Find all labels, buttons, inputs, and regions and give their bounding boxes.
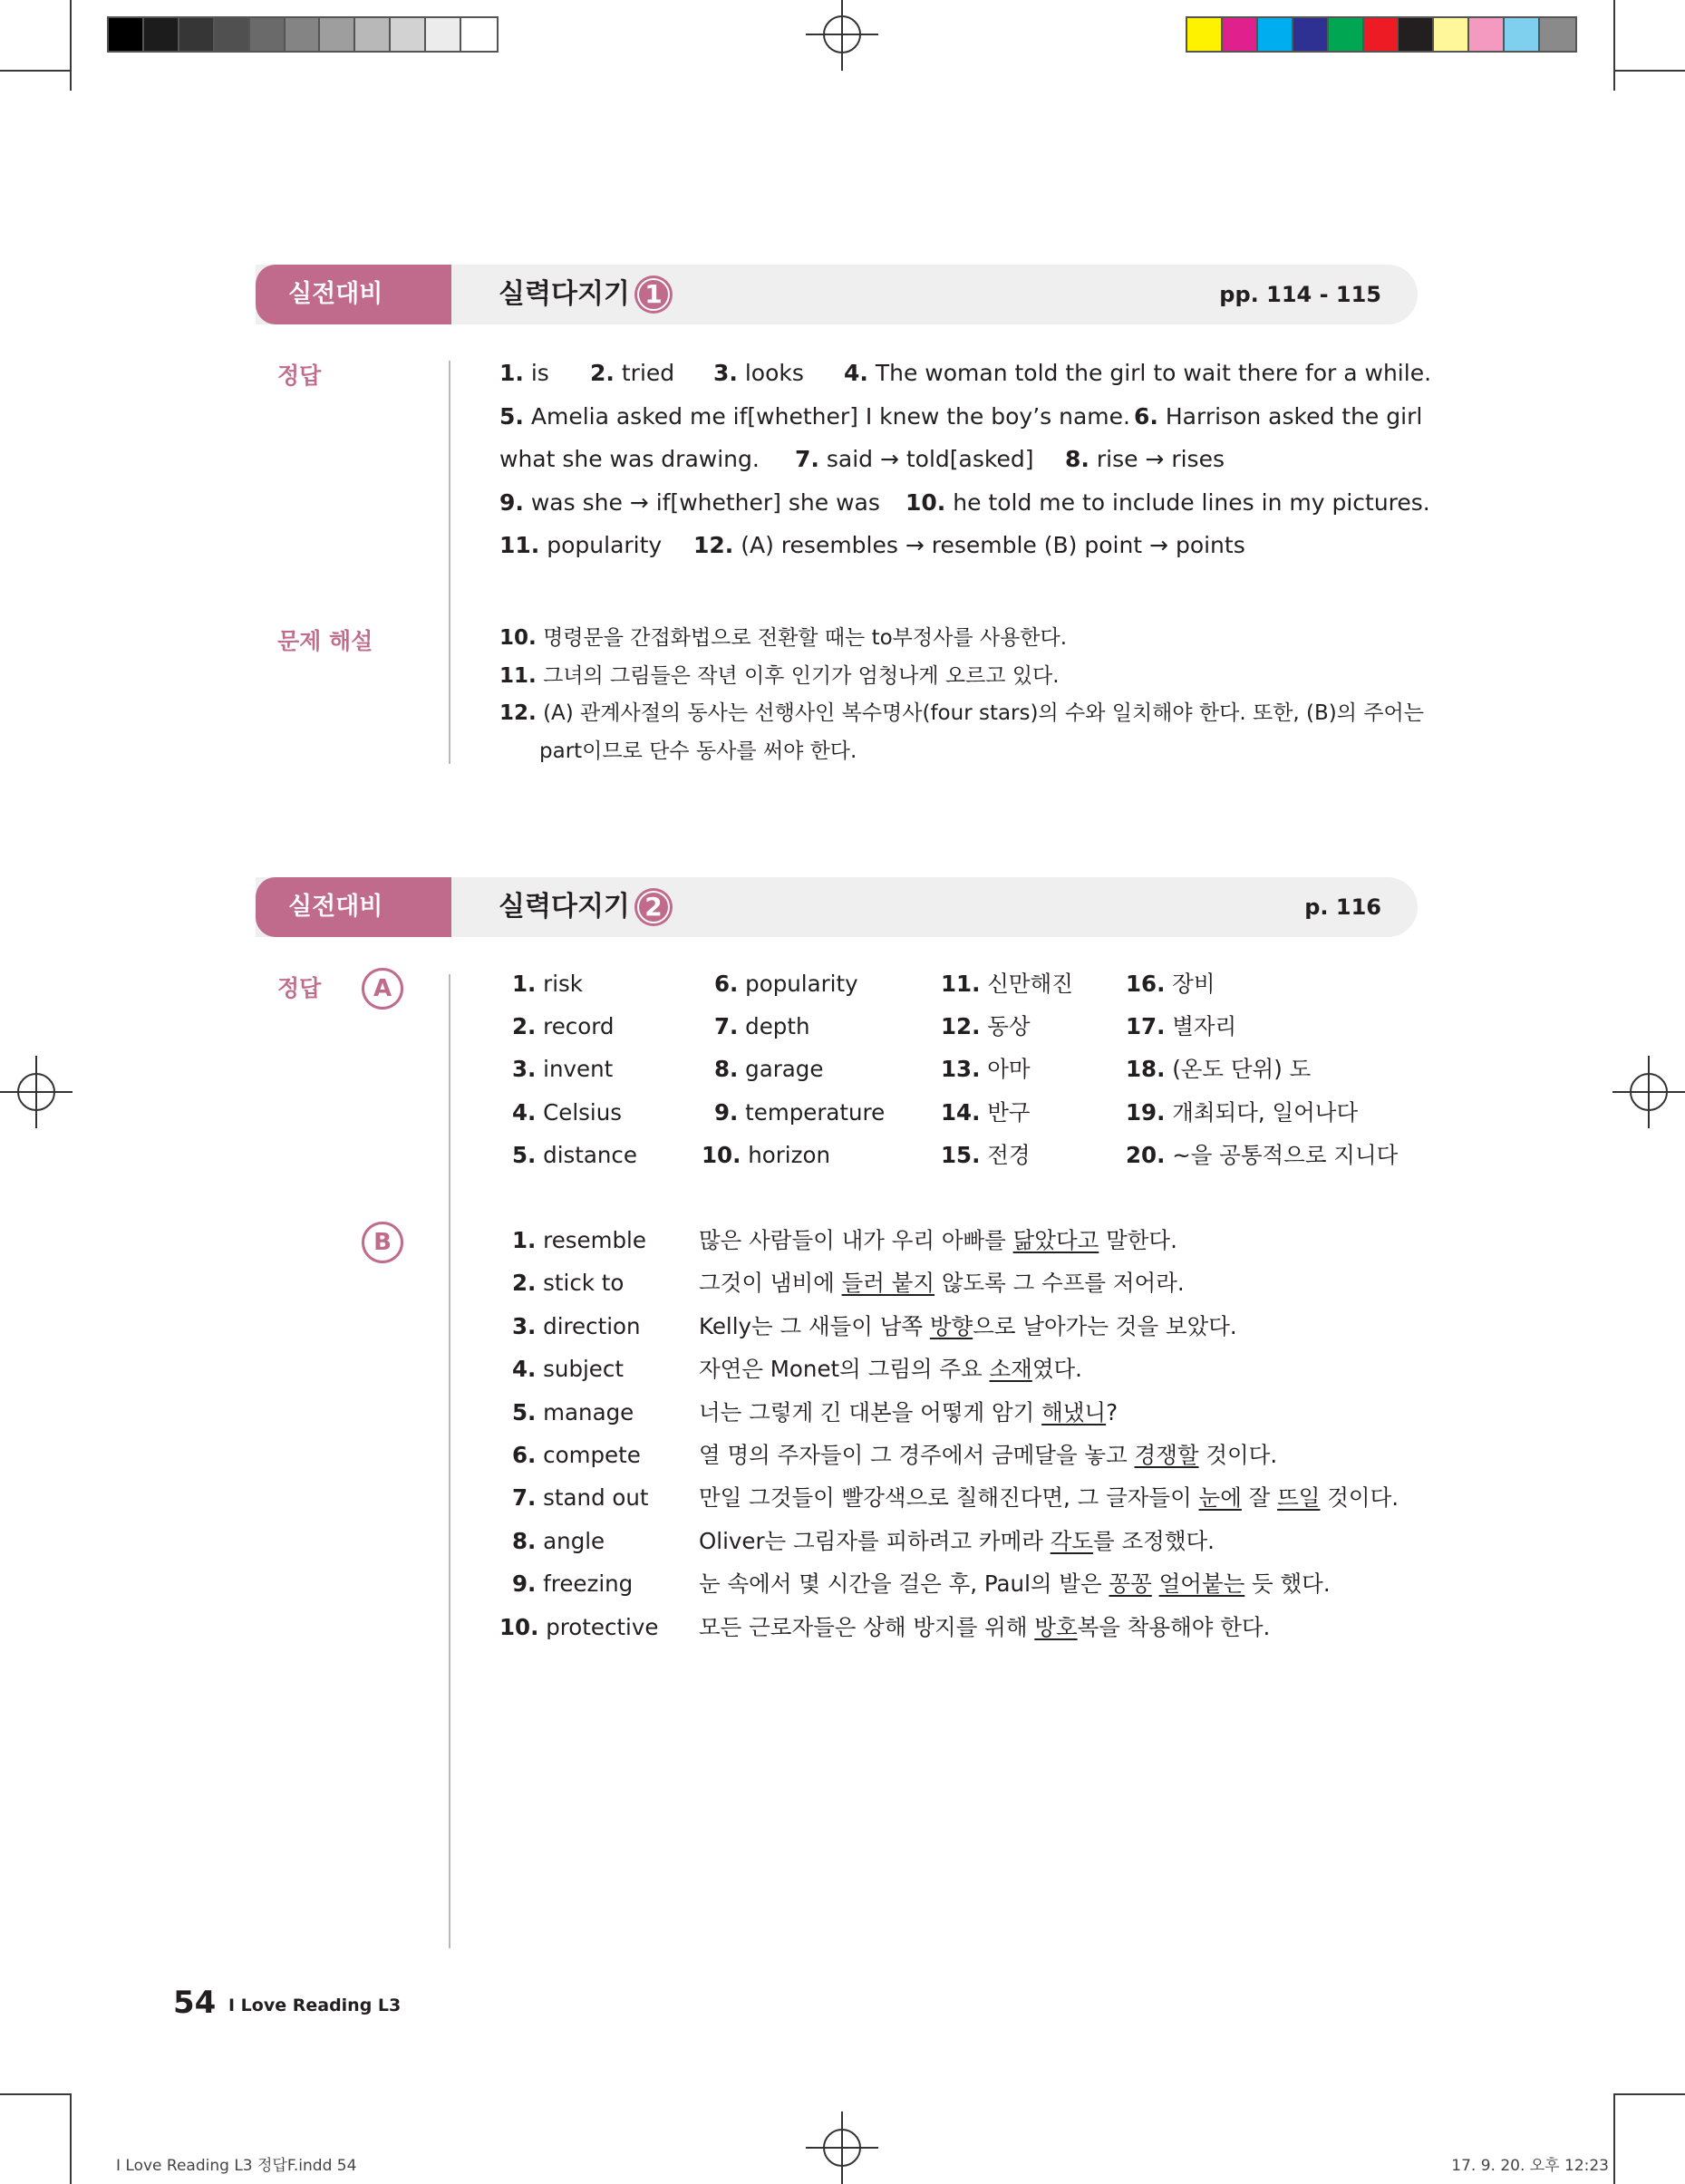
list-item: 6. compete	[512, 1442, 641, 1469]
part-b-sentences	[699, 1219, 1399, 1648]
list-item: 11. 신만해진	[941, 971, 1073, 997]
list-item: 10. protective	[499, 1613, 659, 1640]
calibration-swatch	[1505, 18, 1540, 51]
list-item: 14. 반구	[941, 1098, 1031, 1126]
list-item: 19. 개최되다, 일어나다	[1126, 1098, 1359, 1126]
part-a-column	[512, 962, 637, 1176]
explanation-line: 10. 명령문을 간접화법으로 전환할 때는 to부정사를 사용한다.	[499, 626, 1068, 650]
section-2-header	[256, 877, 1418, 937]
calibration-swatch	[1258, 18, 1293, 51]
list-item: 7. depth	[714, 1013, 810, 1040]
explanation-line: 12. (A) 관계사절의 동사는 선행사인 복수명사(four stars)의 수와 일치해야 한다. 또한, (B)의 주어는	[499, 701, 1424, 725]
registration-mark-left	[0, 1056, 73, 1128]
part-b-words	[499, 1219, 658, 1648]
divider-line	[449, 974, 450, 1948]
list-item: 9. temperature	[714, 1098, 886, 1126]
list-item: 8. garage	[714, 1056, 824, 1083]
page-reference: p. 116	[1304, 894, 1381, 920]
list-item: 17. 별자리	[1126, 1013, 1237, 1040]
calibration-swatch	[1293, 18, 1329, 51]
calibration-swatch	[144, 18, 179, 51]
color-calibration-bar	[1186, 16, 1577, 53]
crop-mark	[1613, 0, 1615, 91]
calibration-swatch	[215, 18, 250, 51]
part-a-badge: A	[362, 968, 403, 1010]
calibration-swatch	[286, 18, 321, 51]
answer-line: 5. Amelia asked me if[whether] I knew the boy’s name. 6. Harrison asked the girl	[499, 402, 1423, 430]
list-item: 20. ~을 공통적으로 지니다	[1126, 1141, 1399, 1168]
explanation-label: 문제 해설	[277, 628, 373, 654]
calibration-swatch	[109, 18, 144, 51]
list-item: 6. popularity	[714, 971, 858, 997]
list-item: 5. distance	[512, 1141, 637, 1168]
calibration-swatch	[1540, 18, 1575, 51]
crop-mark	[1613, 70, 1685, 72]
list-item: 12. 동상	[941, 1013, 1031, 1040]
page-number: 54	[173, 1985, 217, 2021]
list-item: 16. 장비	[1126, 971, 1215, 997]
registration-mark-right	[1612, 1056, 1685, 1128]
slug-timestamp: 17. 9. 20. 오후 12:23	[1451, 2157, 1609, 2175]
list-item: 18. (온도 단위) 도	[1126, 1056, 1312, 1083]
part-a-column	[941, 962, 1073, 1176]
sentence: Kelly는 그 새들이 남쪽 방향으로 날아가는 것을 보았다.	[699, 1312, 1237, 1339]
list-item: 1. resemble	[512, 1227, 646, 1253]
list-item: 8. angle	[512, 1527, 605, 1554]
book-title: I Love Reading L3	[228, 1996, 402, 2015]
section-title: 실력다지기	[499, 891, 630, 923]
sentence: 눈 속에서 몇 시간을 걸은 후, Paul의 발은 꽁꽁 얼어붙는 듯 했다.	[699, 1570, 1331, 1598]
sentence: 자연은 Monet의 그림의 주요 소재였다.	[699, 1356, 1082, 1383]
calibration-swatch	[461, 18, 497, 51]
gray-calibration-bar	[107, 16, 499, 53]
list-item: 15. 전경	[941, 1141, 1031, 1168]
list-item: 2. record	[512, 1013, 615, 1040]
section-title: 실력다지기	[499, 278, 630, 310]
list-item: 2. stick to	[512, 1270, 625, 1297]
part-b-badge: B	[362, 1222, 403, 1263]
calibration-swatch	[250, 18, 286, 51]
calibration-swatch	[355, 18, 391, 51]
divider-line	[449, 361, 450, 764]
list-item: 4. subject	[512, 1356, 624, 1383]
calibration-swatch	[1364, 18, 1399, 51]
crop-mark	[1613, 2093, 1685, 2095]
calibration-swatch	[391, 18, 426, 51]
answer-line: what she was drawing. 7. said → told[asked] 8. rise → rises	[499, 446, 1225, 472]
calibration-swatch	[1469, 18, 1505, 51]
list-item: 9. freezing	[512, 1570, 634, 1598]
part-a-column	[1126, 962, 1398, 1176]
registration-mark-bottom	[806, 2112, 878, 2184]
calibration-swatch	[1329, 18, 1364, 51]
registration-mark-top	[806, 0, 878, 71]
answer-block	[499, 352, 1432, 567]
calibration-swatch	[1434, 18, 1469, 51]
explanation-block	[499, 620, 1424, 770]
page-reference: pp. 114 - 115	[1219, 282, 1381, 307]
sentence: Oliver는 그림자를 피하려고 카메라 각도를 조정했다.	[699, 1527, 1215, 1554]
crop-mark	[0, 70, 72, 72]
crop-mark	[70, 2093, 72, 2184]
calibration-swatch	[426, 18, 461, 51]
list-item: 13. 아마	[941, 1056, 1031, 1083]
sentence: 그것이 냄비에 들러 붙지 않도록 그 수프를 저어라.	[699, 1270, 1185, 1297]
answer-label: 정답	[277, 362, 322, 389]
answer-line: 1. is 2. tried 3. looks 4. The woman told the girl to wait there for a while.	[499, 360, 1432, 386]
sentence: 너는 그렇게 긴 대본을 어떻게 암기 해냈니?	[699, 1398, 1118, 1425]
list-item: 5. manage	[512, 1398, 634, 1425]
calibration-swatch	[1399, 18, 1434, 51]
calibration-swatch	[1223, 18, 1258, 51]
section-number-badge: 1	[634, 275, 673, 314]
list-item: 7. stand out	[512, 1484, 649, 1512]
explanation-line: part이므로 단수 동사를 써야 한다.	[539, 739, 857, 763]
answer-label: 정답	[277, 975, 322, 1001]
list-item: 3. direction	[512, 1312, 641, 1339]
slug-file-info: I Love Reading L3 정답F.indd 54	[116, 2157, 357, 2175]
list-item: 10. horizon	[702, 1141, 830, 1168]
part-a-column	[702, 962, 885, 1176]
section-1-header	[256, 265, 1418, 324]
explanation-line: 11. 그녀의 그림들은 작년 이후 인기가 엄청나게 오르고 있다.	[499, 663, 1060, 688]
calibration-swatch	[1187, 18, 1223, 51]
section-tag: 실전대비	[256, 877, 451, 937]
list-item: 3. invent	[512, 1056, 614, 1083]
list-item: 1. risk	[512, 971, 583, 997]
list-item: 4. Celsius	[512, 1098, 623, 1126]
answer-line: 9. was she → if[whether] she was 10. he told me to include lines in my pictures.	[499, 488, 1430, 516]
sentence: 만일 그것들이 빨강색으로 칠해진다면, 그 글자들이 눈에 잘 뜨일 것이다.	[699, 1484, 1399, 1512]
section-number-badge: 2	[634, 888, 673, 926]
answer-line: 11. popularity 12. (A) resembles → resemble (B) point → points	[499, 532, 1245, 558]
crop-mark	[70, 0, 72, 91]
crop-mark	[0, 2093, 72, 2095]
calibration-swatch	[179, 18, 215, 51]
section-tag: 실전대비	[256, 265, 451, 324]
crop-mark	[1613, 2093, 1615, 2184]
calibration-swatch	[320, 18, 355, 51]
sentence: 모든 근로자들은 상해 방지를 위해 방호복을 착용해야 한다.	[699, 1613, 1271, 1640]
sentence: 열 명의 주자들이 그 경주에서 금메달을 놓고 경쟁할 것이다.	[699, 1442, 1278, 1469]
sentence: 많은 사람들이 내가 우리 아빠를 닮았다고 말한다.	[699, 1227, 1177, 1253]
